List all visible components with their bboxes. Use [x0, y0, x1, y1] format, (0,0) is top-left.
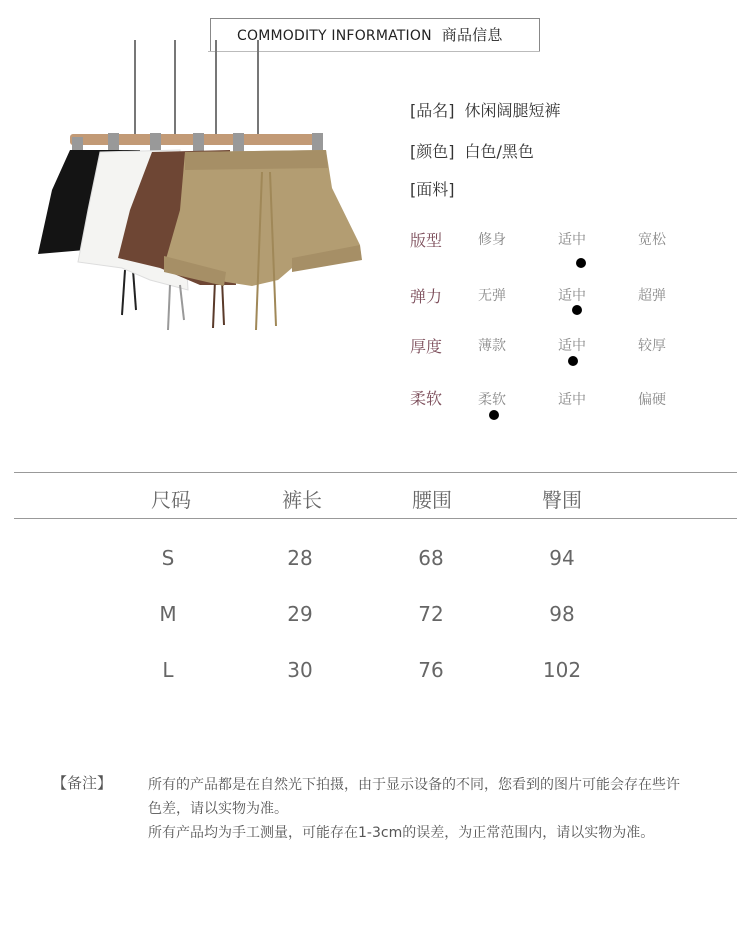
- attr-fit-option: 宽松: [638, 232, 666, 248]
- khaki-shorts: [164, 150, 362, 330]
- header-title-en: COMMODITY INFORMATION: [237, 28, 432, 44]
- attr-softness-option: 柔软: [478, 392, 506, 408]
- attr-thickness-option: 薄款: [478, 338, 506, 354]
- attr-softness-selected-dot: [489, 410, 499, 420]
- product-name-value: 休闲阔腿短裤: [464, 101, 561, 120]
- table-cell: M: [159, 602, 177, 626]
- attr-thickness-label: 厚度: [410, 337, 443, 356]
- note-paragraph: 所有的产品都是在自然光下拍摄，由于显示设备的不同，您看到的图片可能会存在些许色差，请以实物为准。: [148, 777, 680, 817]
- product-color-value: 白色/黑色: [464, 142, 534, 161]
- header-title-zh: 商品信息: [441, 26, 503, 44]
- attr-softness-option: 适中: [558, 392, 586, 408]
- table-cell: 68: [418, 546, 444, 570]
- product-name-row: [410, 98, 561, 121]
- table-cell: 28: [287, 546, 313, 570]
- table-top-rule: [14, 472, 737, 473]
- hip-header: 臀围: [542, 488, 582, 512]
- product-color-row: [410, 139, 534, 162]
- product-material-label: [面料]: [410, 180, 455, 199]
- table-header-rule: [14, 518, 737, 519]
- table-cell: 102: [542, 658, 582, 682]
- table-cell: 76: [418, 658, 444, 682]
- waist-header: 腰围: [412, 488, 452, 512]
- size-header: 尺码: [151, 488, 191, 512]
- attr-softness-option: 偏硬: [638, 392, 666, 408]
- table-cell: 30: [287, 658, 313, 682]
- attr-fit-option: 修身: [478, 232, 506, 248]
- attr-softness-label: 柔软: [410, 389, 443, 408]
- table-cell: 98: [549, 602, 575, 626]
- product-material-row: [410, 177, 455, 200]
- attr-thickness-option: 较厚: [638, 338, 666, 354]
- attr-fit-option: 适中: [558, 232, 586, 248]
- attr-thickness-selected-dot: [568, 356, 578, 366]
- attr-stretch-selected-dot: [572, 305, 582, 315]
- attr-stretch-label: 弹力: [410, 287, 443, 306]
- attr-thickness-option: 适中: [558, 338, 586, 354]
- table-cell: S: [161, 546, 175, 570]
- attr-fit-selected-dot: [576, 258, 586, 268]
- note-paragraph: 所有产品均为手工测量，可能存在1-3cm的误差，为正常范围内，请以实物为准。: [148, 825, 655, 841]
- attr-fit-label: 版型: [410, 231, 443, 250]
- attr-stretch-option: 无弹: [478, 288, 506, 304]
- table-cell: 94: [549, 546, 575, 570]
- note-label: 【备注】: [52, 774, 113, 792]
- note-text: [148, 773, 688, 845]
- table-cell: 29: [287, 602, 313, 626]
- product-color-label: [颜色]: [410, 142, 455, 161]
- table-cell: L: [162, 658, 174, 682]
- attr-stretch-option: 适中: [558, 288, 586, 304]
- attr-stretch-option: 超弹: [638, 288, 666, 304]
- product-name-label: [品名]: [410, 101, 455, 120]
- product-image: [30, 40, 370, 340]
- length-header: 裤长: [282, 488, 322, 512]
- table-cell: 72: [418, 602, 444, 626]
